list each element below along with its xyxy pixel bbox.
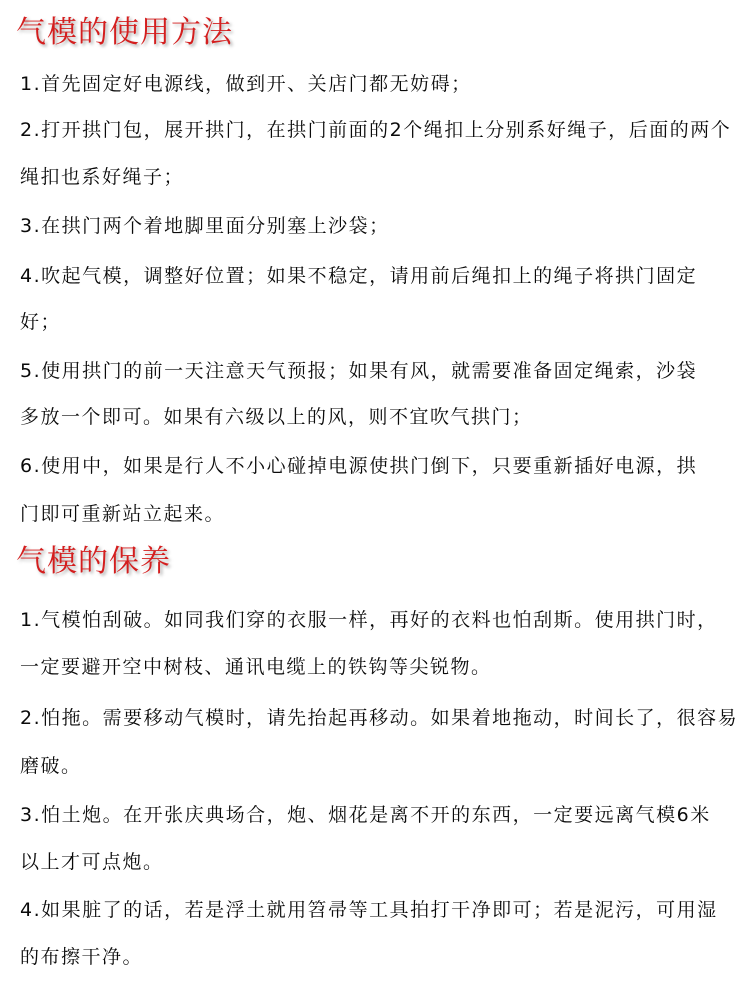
maintenance-line: 的布擦干净。: [20, 946, 144, 968]
maintenance-heading: 气模的保养: [16, 544, 171, 579]
maintenance-line: 4.如果脏了的话，若是浮土就用笤帚等工具拍打干净即可；若是泥污，可用湿: [20, 899, 718, 921]
usage-line: 多放一个即可。如果有六级以上的风，则不宜吹气拱门；: [20, 406, 533, 428]
usage-line: 4.吹起气模，调整好位置；如果不稳定，请用前后绳扣上的绳子将拱门固定: [20, 265, 698, 287]
usage-line: 5.使用拱门的前一天注意天气预报；如果有风，就需要准备固定绳索，沙袋: [20, 360, 698, 382]
usage-line: 绳扣也系好绳子；: [20, 166, 185, 188]
maintenance-line: 一定要避开空中树枝、通讯电缆上的铁钩等尖锐物。: [20, 656, 492, 678]
usage-line: 6.使用中，如果是行人不小心碰掉电源使拱门倒下，只要重新插好电源，拱: [20, 455, 698, 477]
usage-heading: 气模的使用方法: [16, 15, 233, 50]
maintenance-line: 磨破。: [20, 755, 82, 777]
maintenance-line: 3.怕土炮。在开张庆典场合，炮、烟花是离不开的东西，一定要远离气模6米: [20, 804, 711, 826]
usage-line: 好；: [20, 311, 62, 333]
maintenance-line: 1.气模怕刮破。如同我们穿的衣服一样，再好的衣料也怕刮斯。使用拱门时，: [20, 609, 718, 631]
maintenance-line: 以上才可点炮。: [20, 851, 164, 873]
usage-line: 3.在拱门两个着地脚里面分别塞上沙袋；: [20, 215, 390, 237]
usage-line: 门即可重新站立起来。: [20, 503, 226, 525]
usage-line: 2.打开拱门包，展开拱门，在拱门前面的2个绳扣上分别系好绳子，后面的两个: [20, 119, 732, 141]
maintenance-line: 2.怕拖。需要移动气模时，请先抬起再移动。如果着地拖动，时间长了，很容易: [20, 707, 739, 729]
usage-line: 1.首先固定好电源线，做到开、关店门都无妨碍；: [20, 73, 472, 95]
